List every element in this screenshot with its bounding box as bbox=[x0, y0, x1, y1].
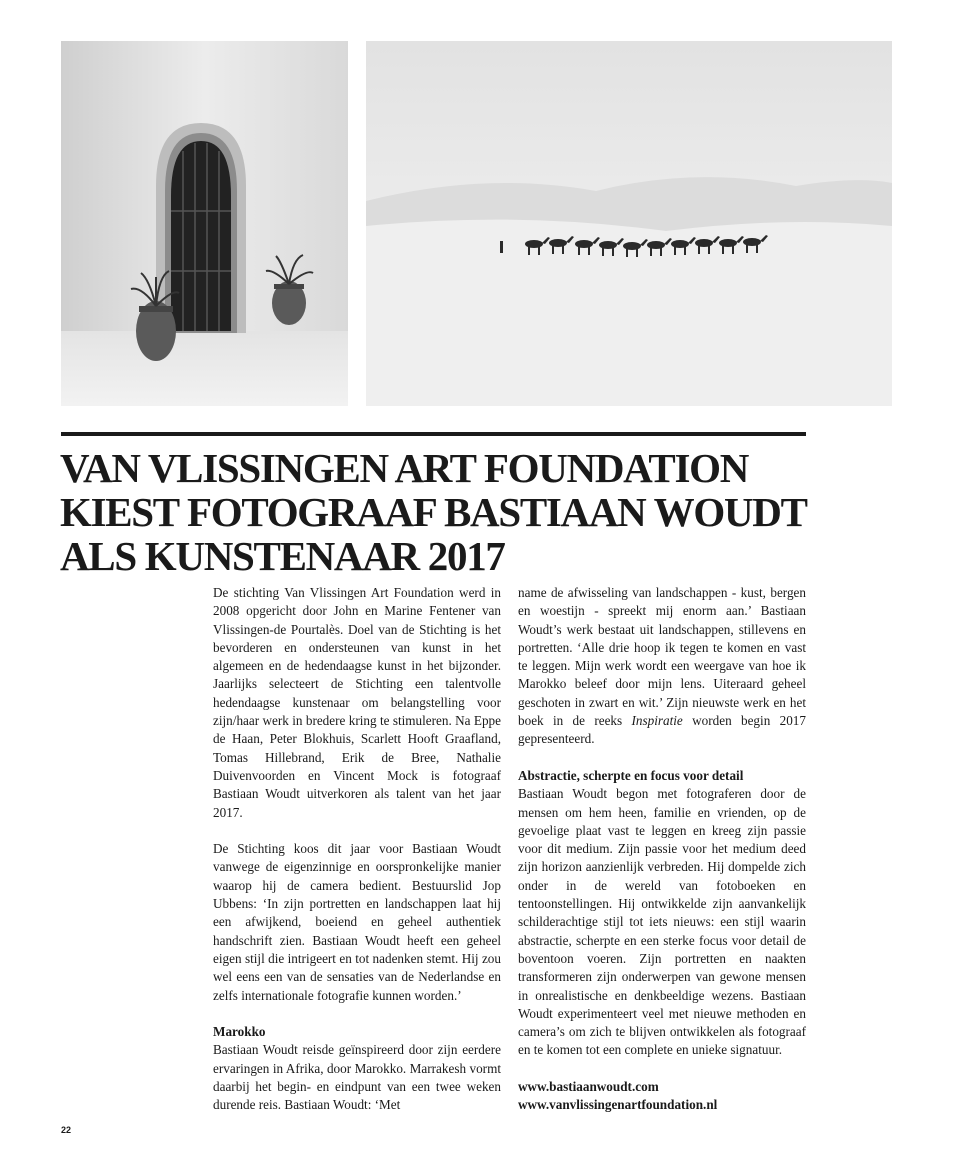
subhead-marokko: Marokko bbox=[213, 1024, 266, 1040]
article-column-left bbox=[213, 584, 501, 1115]
paragraph-abstractie: Bastiaan Woudt begon met fotograferen door de mensen om hem heen, familie en vrienden, op de gevoelige plaat vast te leggen en kreeg zijn passie voor dit medium. Zijn passie voor het medium deed zijn horizon aanzienlijk verbreden. Hij dompelde zich onder in de wereld van fotoboeken en tentoonstellingen. Hij ontwikkelde zijn aanvankelijk schilderachtige stijl tot iets nieuws: een stijl waarin abstractie, scherpte en een sterke focus voor detail de boventoon voeren. Zijn portretten en naakten transformeren zijn onderwerpen van gewone mensen in onrealistische en denkbeeldige wezens. Bastiaan Woudt experimenteert veel met nieuwe methoden en camera’s om zich te blijven ontwikkelen als fotograaf en te komen tot een complete en unieke signatuur. bbox=[518, 786, 806, 1058]
page-number: 22 bbox=[61, 1125, 72, 1135]
continuation-text: name de afwisseling van landschappen - kust, bergen en woestijn - spreekt mij enorm aan.’ Bastiaan Woudt’s werk bestaat uit landschappen, stillevens en portretten. ‘Alle drie hoop ik tegen te komen en vast te leggen. Mijn werk wordt een weergave van hoe ik Marokko beleef door mijn lens. Uiteraard geheel geschoten in zwart en wit.’ Zijn nieuwste werk en het boek in de reeks bbox=[518, 585, 806, 729]
paragraph-foundation-intro: De stichting Van Vlissingen Art Foundation werd in 2008 opgericht door John en Marine Fentener van Vlissingen-de Pourtalès. Doel van de Stichting is het bevorderen en ondersteunen van kunst in het algemeen en de hedendaagse kunst in het bijzonder. Jaarlijks selecteert de Stichting een talentvolle hedendaagse kunstenaar om belangstelling voor zijn/haar werk in bredere kring te stimuleren. Na Eppe de Haan, Peter Blokhuis, Scarlett Hooft Graafland, Tomas Hillebrand, Erik de Bree, Nathalie Duivenvoorden en Vincent Mock is fotograaf Bastiaan Woudt uitverkoren als talent van het jaar 2017. bbox=[213, 585, 501, 820]
headline-line-3: ALS KUNSTENAAR 2017 bbox=[60, 533, 505, 579]
headline-rule bbox=[61, 432, 806, 436]
headline-line-2: KIEST FOTOGRAAF BASTIAAN WOUDT bbox=[60, 489, 807, 535]
paragraph-continuation bbox=[518, 584, 806, 749]
headline-line-1: VAN VLISSINGEN ART FOUNDATION bbox=[60, 445, 749, 491]
paragraph-marokko: Bastiaan Woudt reisde geïnspireerd door zijn eerdere ervaringen in Afrika, door Marokko. Marrakesh vormt daarbij het begin- en eindpunt van een twee weken durende reis. Bastiaan Woudt: ‘Met bbox=[213, 1042, 501, 1113]
section-abstractie bbox=[518, 767, 806, 1060]
subhead-abstractie: Abstractie, scherpte en focus voor detail bbox=[518, 767, 744, 783]
book-series-title: Inspiratie bbox=[631, 713, 683, 729]
article-headline bbox=[60, 446, 830, 578]
doorway-photo bbox=[61, 41, 348, 406]
website-links bbox=[518, 1078, 806, 1115]
continuation-text-end: worden begin 2017 gepresenteerd. bbox=[518, 713, 806, 747]
desert-caravan-photo bbox=[366, 41, 892, 406]
link-vanvlissingenartfoundation[interactable]: www.vanvlissingenartfoundation.nl bbox=[518, 1097, 718, 1113]
link-bastiaanwoudt[interactable]: www.bastiaanwoudt.com bbox=[518, 1079, 659, 1095]
paragraph-selection: De Stichting koos dit jaar voor Bastiaan Woudt vanwege de eigenzinnige en oorspronkelijke manier waarop hij de camera bedient. Bestuurslid Jop Ubbens: ‘In zijn portretten en landschappen laat hij een afwijkend, boeiend en geheel authentiek handschrift zien. Bastiaan Woudt heeft een geheel eigen stijl die intrigeert en tot nadenken stemt. Hij zou wel eens een van de sensaties van de Nederlandse en zelfs internationale fotografie kunnen worden.’ bbox=[213, 841, 501, 1003]
section-marokko bbox=[213, 1023, 501, 1114]
article-column-right bbox=[518, 584, 806, 1115]
